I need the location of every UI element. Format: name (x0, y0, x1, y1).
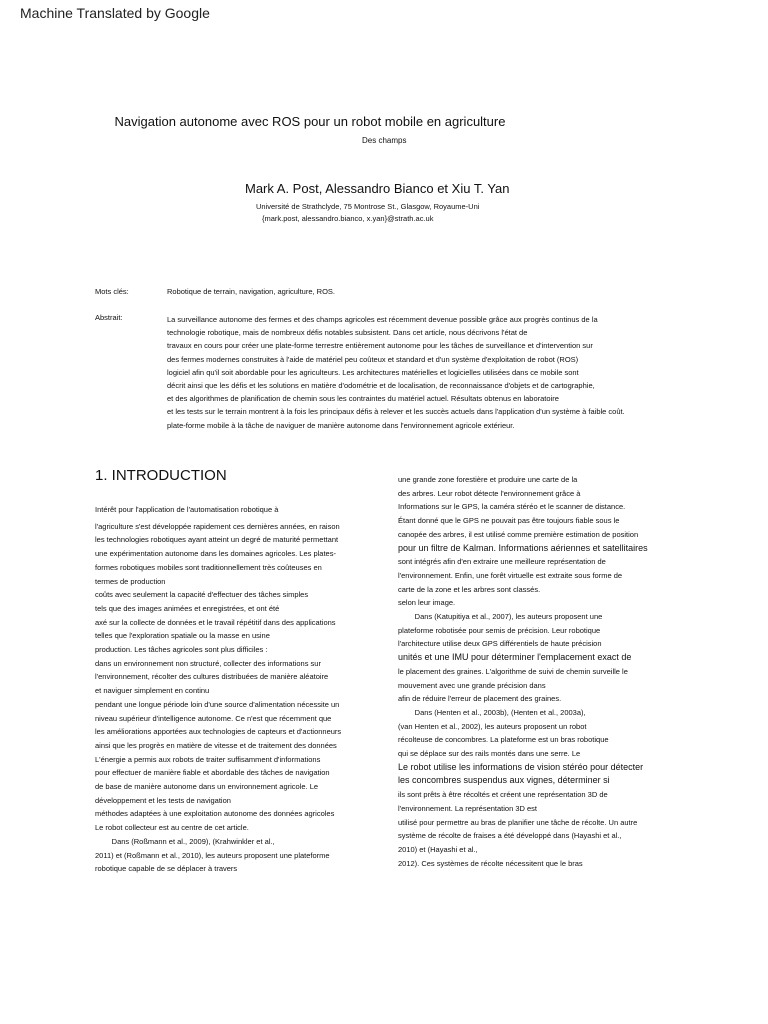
body-line: canopée des arbres, il est utilisé comme première estimation de position (398, 529, 639, 539)
abstract-line: technologie robotique, mais de nombreux défis notables subsistent. Dans cet article, nous décrivons l'état de (167, 328, 528, 338)
body-line: des arbres. Leur robot détecte l'environnement grâce à (398, 488, 581, 498)
abstract-line: plate-forme mobile à la tâche de naviguer de manière autonome dans l'environnement agricole extérieur. (167, 420, 515, 430)
body-line: unités et une IMU pour déterminer l'emplacement exact de (398, 652, 632, 663)
body-line: production. Les tâches agricoles sont plus difficiles : (95, 645, 268, 655)
abstract-line: et les tests sur le terrain montrent à la fois les principaux défis à relever et les succès actuels dans l'application d'un système à faible coût. (167, 407, 625, 417)
body-line: 2012). Ces systèmes de récolte nécessitent que le bras (398, 858, 583, 868)
left-column (95, 503, 375, 876)
body-line: l'environnement, récolter des cultures distribuées de manière aléatoire (95, 672, 329, 682)
keywords-text: Robotique de terrain, navigation, agriculture, ROS. (167, 287, 336, 296)
body-line: pour un filtre de Kalman. Informations aériennes et satellitaires (398, 542, 648, 553)
body-line: niveau supérieur d'intelligence autonome. Ce n'est que récemment que (95, 713, 332, 723)
body-line: formes robotiques mobiles sont traditionnellement très coûteuses en (95, 562, 322, 572)
body-line: système de récolte de fraises a été développé dans (Hayashi et al., (398, 831, 622, 841)
body-line: coûts avec seulement la capacité d'effectuer des tâches simples (95, 590, 309, 600)
body-line: pendant une longue période loin d'une source d'alimentation nécessite un (95, 699, 340, 709)
body-line: 2010) et (Hayashi et al., (398, 844, 478, 854)
body-line: selon leur image. (398, 598, 456, 608)
abstract-line: travaux en cours pour créer une plate-forme terrestre entièrement autonome pour les tâches de surveillance et d'intervention sur (167, 341, 593, 351)
abstract-body (167, 313, 687, 432)
abstract-line: des fermes modernes construites à l'aide de matériel peu coûteux et standard et d'un système d'exploitation de robot (ROS) (167, 354, 579, 364)
body-line: une grande zone forestière et produire une carte de la (398, 475, 578, 484)
affiliation-emails: {mark.post, alessandro.bianco, x.yan}@strath.ac.uk (262, 213, 434, 223)
body-line: plateforme robotisée pour semis de précision. Leur robotique (398, 625, 601, 635)
abstract-line: La surveillance autonome des fermes et des champs agricoles est récemment devenue possible grâce aux progrès continus de la (167, 315, 598, 324)
body-line: dans un environnement non structuré, collecter des informations sur (95, 658, 321, 668)
body-line: Dans (Roßmann et al., 2009), (Krahwinkler et al., (95, 836, 275, 846)
body-line: développement et les tests de navigation (95, 795, 231, 805)
body-line: Le robot collecteur est au centre de cet article. (95, 823, 249, 833)
affiliation-line: Université de Strathclyde, 75 Montrose St., Glasgow, Royaume-Uni (256, 202, 480, 211)
body-line: Intérêt pour l'application de l'automatisation robotique à (95, 505, 279, 514)
body-line: l'environnement. La représentation 3D est (398, 803, 538, 813)
author-affiliation (256, 201, 479, 224)
body-line: l'environnement. Enfin, une forêt virtuelle est extraite sous forme de (398, 570, 623, 580)
body-line: termes de production (95, 576, 166, 586)
keywords-label: Mots clés: (95, 287, 129, 296)
body-line: Étant donné que le GPS ne pouvait pas être toujours fiable sous le (398, 516, 620, 526)
body-line: et naviguer simplement en continu (95, 686, 210, 696)
section-heading-introduction: 1. INTRODUCTION (95, 467, 227, 484)
body-line: tels que des images animées et enregistrées, et ont été (95, 603, 280, 613)
body-line: les améliorations apportées aux technologies de capteurs et d'actionneurs (95, 727, 342, 737)
body-line: sont intégrés afin d'en extraire une meilleure représentation de (398, 557, 606, 567)
abstract-line: décrit ainsi que les défis et les solutions en matière d'odométrie et de localisation, de reconnaissance d'objets et de cartographie, (167, 381, 595, 391)
body-line: robotique capable de se déplacer à travers (95, 864, 238, 874)
body-line: pour effectuer de manière fiable et abordable des tâches de navigation (95, 768, 330, 778)
body-line: de base de manière autonome dans un environnement agricole. Le (95, 782, 319, 792)
body-line: L'énergie a permis aux robots de traiter suffisamment d'informations (95, 754, 321, 764)
body-line: mouvement avec une grande précision dans (398, 680, 546, 690)
body-line: Dans (Henten et al., 2003b), (Henten et al., 2003a), (398, 707, 586, 717)
body-line: qui se déplace sur des rails montés dans une serre. Le (398, 749, 581, 759)
body-line: méthodes adaptées à une exploitation autonome des données agricoles (95, 809, 335, 819)
body-line: Le robot utilise les informations de vision stéréo pour détecter (398, 761, 644, 772)
body-line: carte de la zone et les arbres sont classés. (398, 584, 541, 594)
body-line: le placement des graines. L'algorithme de suivi de chemin surveille le (398, 666, 628, 676)
body-line: l'agriculture s'est développée rapidement ces dernières années, en raison (95, 521, 340, 531)
body-line: récolteuse de concombres. La plateforme est un bras robotique (398, 735, 609, 745)
body-line: axé sur la collecte de données et le travail répétitif dans des applications (95, 617, 336, 627)
body-line: afin de réduire l'erreur de placement des graines. (398, 694, 562, 704)
abstract-label: Abstrait: (95, 313, 123, 322)
body-line: les concombres suspendus aux vignes, déterminer si (398, 775, 610, 786)
body-line: (van Henten et al., 2002), les auteurs proposent un robot (398, 721, 587, 731)
paper-subtitle: Des champs (362, 136, 407, 145)
body-line: Informations sur le GPS, la caméra stéréo et le scanner de distance. (398, 502, 626, 512)
body-line: 2011) et (Roßmann et al., 2010), les auteurs proposent une plateforme (95, 850, 330, 860)
body-line: utilisé pour permettre au bras de planifier une tâche de récolte. Un autre (398, 817, 638, 827)
machine-translation-banner: Machine Translated by Google (20, 5, 210, 21)
body-line: telles que l'exploration spatiale ou la masse en usine (95, 631, 270, 641)
body-line: l'architecture utilise deux GPS différentiels de haute précision (398, 639, 602, 649)
paper-authors: Mark A. Post, Alessandro Bianco et Xiu T. Yan (245, 181, 510, 196)
right-column (398, 473, 688, 870)
body-line: Dans (Katupitiya et al., 2007), les auteurs proposent une (398, 612, 603, 622)
paper-title: Navigation autonome avec ROS pour un robot mobile en agriculture (114, 114, 506, 129)
abstract-line: et des algorithmes de planification de chemin sous les contraintes du matériel actuel. Résultats obtenus en laboratoire (167, 394, 559, 404)
body-line: les technologies robotiques ayant atteint un degré de maturité permettant (95, 535, 339, 545)
abstract-line: logiciel afin qu'il soit abordable pour les agriculteurs. Les architectures matérielles et logicielles utilisées dans ce mobile sont (167, 367, 579, 377)
body-line: ils sont prêts à être récoltés et créent une représentation 3D de (398, 790, 608, 800)
body-line: ainsi que les progrès en matière de vitesse et de traitement des données (95, 740, 337, 750)
body-line: une expérimentation autonome dans les domaines agricoles. Les plates- (95, 549, 336, 559)
